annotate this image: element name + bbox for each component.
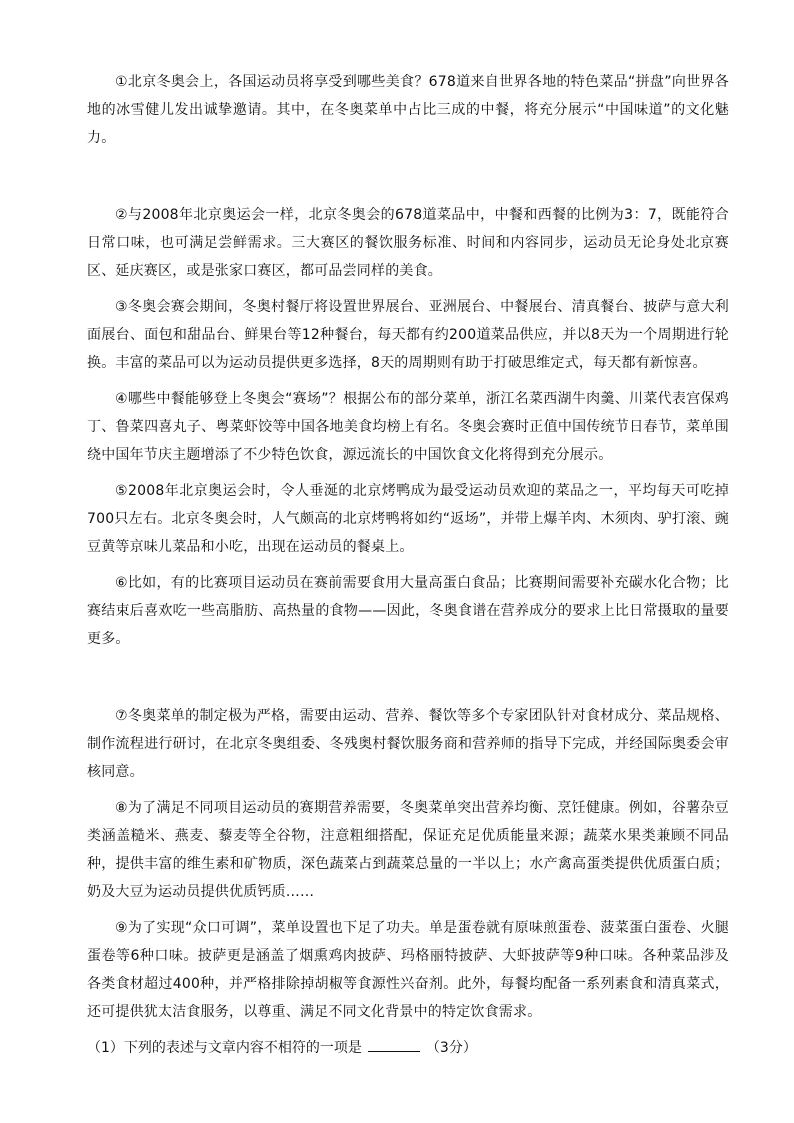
blank-gap bbox=[87, 160, 729, 201]
question-score: （3分） bbox=[425, 1040, 477, 1056]
blank-gap bbox=[87, 661, 729, 702]
document-page bbox=[87, 68, 729, 1062]
paragraph-5: ⑤2008年北京奥运会时，令人垂涎的北京烤鸭成为最受运动员欢迎的菜品之一，平均每天可吃掉700只左右。北京冬奥会时，人气颇高的北京烤鸭将如约“返场”，并带上爆羊肉、木须肉、驴打滚、豌豆黄等京味儿菜品和小吃，出现在运动员的餐桌上。 bbox=[87, 483, 729, 555]
paragraph-3: ③冬奥会赛会期间，冬奥村餐厅将设置世界展台、亚洲展台、中餐展台、清真餐台、披萨与意大利面展台、面包和甜品台、鲜果台等12种餐台，每天都有约200道菜品供应，并以8天为一个周期进行轮换。丰富的菜品可以为运动员提供更多选择，8天的周期则有助于打破思维定式，每天都有新惊喜。 bbox=[87, 299, 729, 371]
question-text: （1）下列的表述与文章内容不相符的一项是 bbox=[87, 1040, 362, 1056]
question-1 bbox=[87, 1034, 729, 1062]
paragraph-9: ⑨为了实现“众口可调”，菜单设置也下足了功夫。单是蛋卷就有原味煎蛋卷、菠菜蛋白蛋卷、火腿蛋卷等6种口味。披萨更是涵盖了烟熏鸡肉披萨、玛格丽特披萨、大虾披萨等9种口味。各种菜品涉及各类食材超过400种，并严格排除掉胡椒等食源性兴奋剂。此外，每餐均配备一系列素食和清真菜式，还可提供犹太洁食服务，以尊重、满足不同文化背景中的特定饮食需求。 bbox=[87, 920, 729, 1020]
paragraph-4: ④哪些中餐能够登上冬奥会“赛场”？根据公布的部分菜单，浙江名菜西湖牛肉羹、川菜代表宫保鸡丁、鲁菜四喜丸子、粤菜虾饺等中国各地美食均榜上有名。冬奥会赛时正值中国传统节日春节，菜单围绕中国年节庆主题增添了不少特色饮食，源远流长的中国饮食文化将得到充分展示。 bbox=[87, 391, 729, 463]
paragraph-1: ①北京冬奥会上，各国运动员将享受到哪些美食？678道来自世界各地的特色菜品“拼盘”向世界各地的冰雪健儿发出诚挚邀请。其中，在冬奥菜单中占比三成的中餐，将充分展示“中国味道”的文化魅力。 bbox=[87, 74, 729, 146]
answer-blank[interactable] bbox=[368, 1037, 420, 1052]
paragraph-7: ⑦冬奥菜单的制定极为严格，需要由运动、营养、餐饮等多个专家团队针对食材成分、菜品规格、制作流程进行研讨，在北京冬奥组委、冬残奥村餐饮服务商和营养师的指导下完成，并经国际奥委会审核同意。 bbox=[87, 708, 729, 780]
paragraph-8: ⑧为了满足不同项目运动员的赛期营养需要，冬奥菜单突出营养均衡、烹饪健康。例如，谷薯杂豆类涵盖糙米、燕麦、藜麦等全谷物，注意粗细搭配，保证充足优质能量来源；蔬菜水果类兼顾不同品种，提供丰富的维生素和矿物质，深色蔬菜占到蔬菜总量的一半以上；水产禽高蛋类提供优质蛋白质；奶及大豆为运动员提供优质钙质…… bbox=[87, 800, 729, 900]
paragraph-2: ②与2008年北京奥运会一样，北京冬奥会的678道菜品中，中餐和西餐的比例为3：7，既能符合日常口味，也可满足尝鲜需求。三大赛区的餐饮服务标准、时间和内容同步，运动员无论身处北京赛区、延庆赛区，或是张家口赛区，都可品尝同样的美食。 bbox=[87, 207, 729, 279]
paragraph-6: ⑥比如，有的比赛项目运动员在赛前需要食用大量高蛋白食品；比赛期间需要补充碳水化合物；比赛结束后喜欢吃一些高脂肪、高热量的食物——因此，冬奥食谱在营养成分的要求上比日常摄取的量要更多。 bbox=[87, 575, 729, 647]
